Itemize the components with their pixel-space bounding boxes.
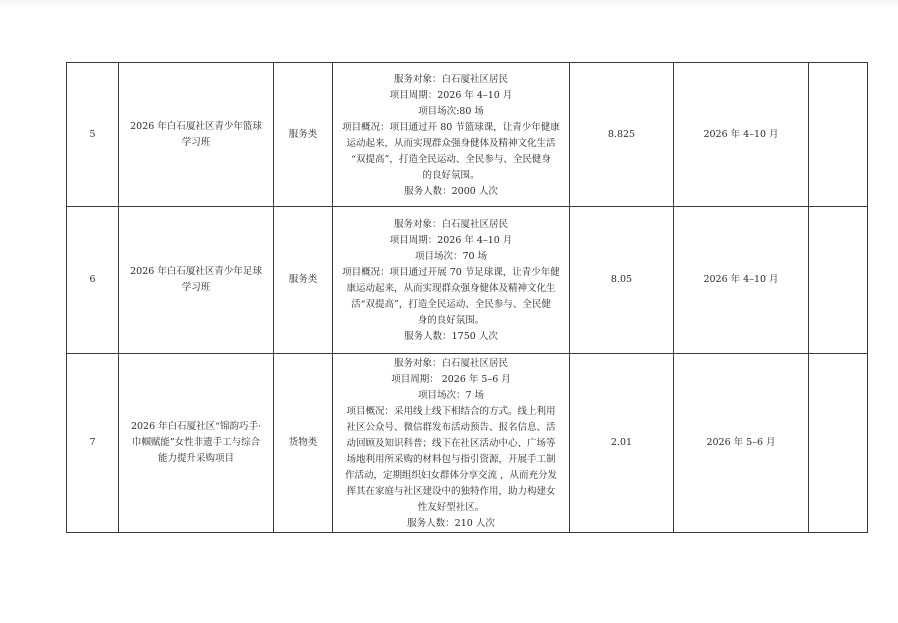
desc-line: 服务人数：210 人次: [407, 518, 495, 529]
desc-line: 项目周期：2026 年 4–10 月: [389, 89, 513, 101]
project-period: 2026 年 5–6 月: [674, 354, 809, 533]
row-number: 5: [67, 63, 119, 207]
desc-line: 作活动，定期组织妇女群体分享交流 ，从而充分发: [344, 470, 558, 481]
budget-amount: 8.825: [570, 63, 674, 207]
desc-line: 挥其在家庭与社区建设中的独特作用，助力构建女: [346, 486, 556, 497]
desc-line: 项目概况：采用线上线下相结合的方式。线上利用: [346, 406, 556, 417]
desc-line: 项目周期：2026 年 4–10 月: [389, 235, 513, 246]
project-type: 服务类: [274, 207, 333, 354]
project-description: [333, 63, 570, 207]
project-name: 2026 年白石厦社区青少年篮球学习班: [130, 120, 262, 148]
desc-line: 性友好型社区。: [417, 502, 485, 513]
project-type: 服务类: [274, 63, 333, 207]
row-number: 6: [67, 207, 119, 354]
desc-line: 项目场次：70 场: [414, 251, 488, 262]
desc-line: 康运动起来，从而实现群众强身健体及精神文化生: [346, 283, 556, 294]
remarks-cell: [809, 63, 868, 207]
desc-line: 服务人数：1750 人次: [404, 331, 498, 342]
desc-line: 服务对象：白石厦社区居民: [393, 358, 508, 369]
row-number: 7: [67, 354, 119, 533]
budget-amount: 2.01: [570, 354, 674, 533]
project-description: [333, 354, 570, 533]
desc-line: 项目场次：7 场: [417, 390, 485, 401]
remarks-cell: [809, 207, 868, 354]
project-name-cell: [119, 354, 274, 533]
budget-amount: 8.05: [570, 207, 674, 354]
project-period: 2026 年 4–10 月: [674, 63, 809, 207]
project-name-cell: [119, 63, 274, 207]
desc-line: “双提高”，打造全民运动、全民参与、全民健身: [351, 153, 551, 165]
desc-line: 的良好氛围。: [422, 169, 480, 181]
page-top-edge: [0, 0, 898, 6]
project-name-cell: [119, 207, 274, 354]
table-row: [67, 207, 868, 354]
desc-line: 项目概况：项目通过开 80 节篮球课，让青少年健康: [342, 121, 560, 133]
project-period: 2026 年 4–10 月: [674, 207, 809, 354]
desc-line: 身的良好氛围。: [417, 315, 485, 326]
desc-line: 项目概况：项目通过开展 70 节足球课，让青少年健: [342, 267, 560, 278]
project-name: 2026 年白石厦社区青少年足球学习班: [130, 266, 262, 293]
table-row: [67, 63, 868, 207]
desc-line: 社区公众号、微信群发布活动预告、报名信息、活: [346, 422, 556, 433]
desc-line: 场地利用所采购的材料包与指引资源，开展手工制: [346, 454, 556, 465]
project-table: [66, 62, 868, 533]
project-type: 货物类: [274, 354, 333, 533]
table-row: [67, 354, 868, 533]
desc-line: 项目周期： 2026 年 5–6 月: [391, 374, 511, 385]
desc-line: 活“双提高”，打造全民运动、全民参与、全民健: [351, 299, 551, 310]
remarks-cell: [809, 354, 868, 533]
desc-line: 项目场次:80 场: [418, 105, 484, 117]
desc-line: 动回顾及知识科普；线下在社区活动中心、广场等: [346, 438, 556, 449]
project-description: [333, 207, 570, 354]
desc-line: 服务人数：2000 人次: [404, 185, 498, 197]
desc-line: 服务对象：白石厦社区居民: [393, 219, 508, 230]
project-name: 2026 年白石厦社区“锦韵巧手·巾帼赋能”女性非遗手工与综合能力提升采购项目: [130, 421, 262, 464]
desc-line: 服务对象：白石厦社区居民: [393, 73, 508, 85]
desc-line: 运动起来，从而实现群众强身健体及精神文化生活: [346, 137, 556, 149]
